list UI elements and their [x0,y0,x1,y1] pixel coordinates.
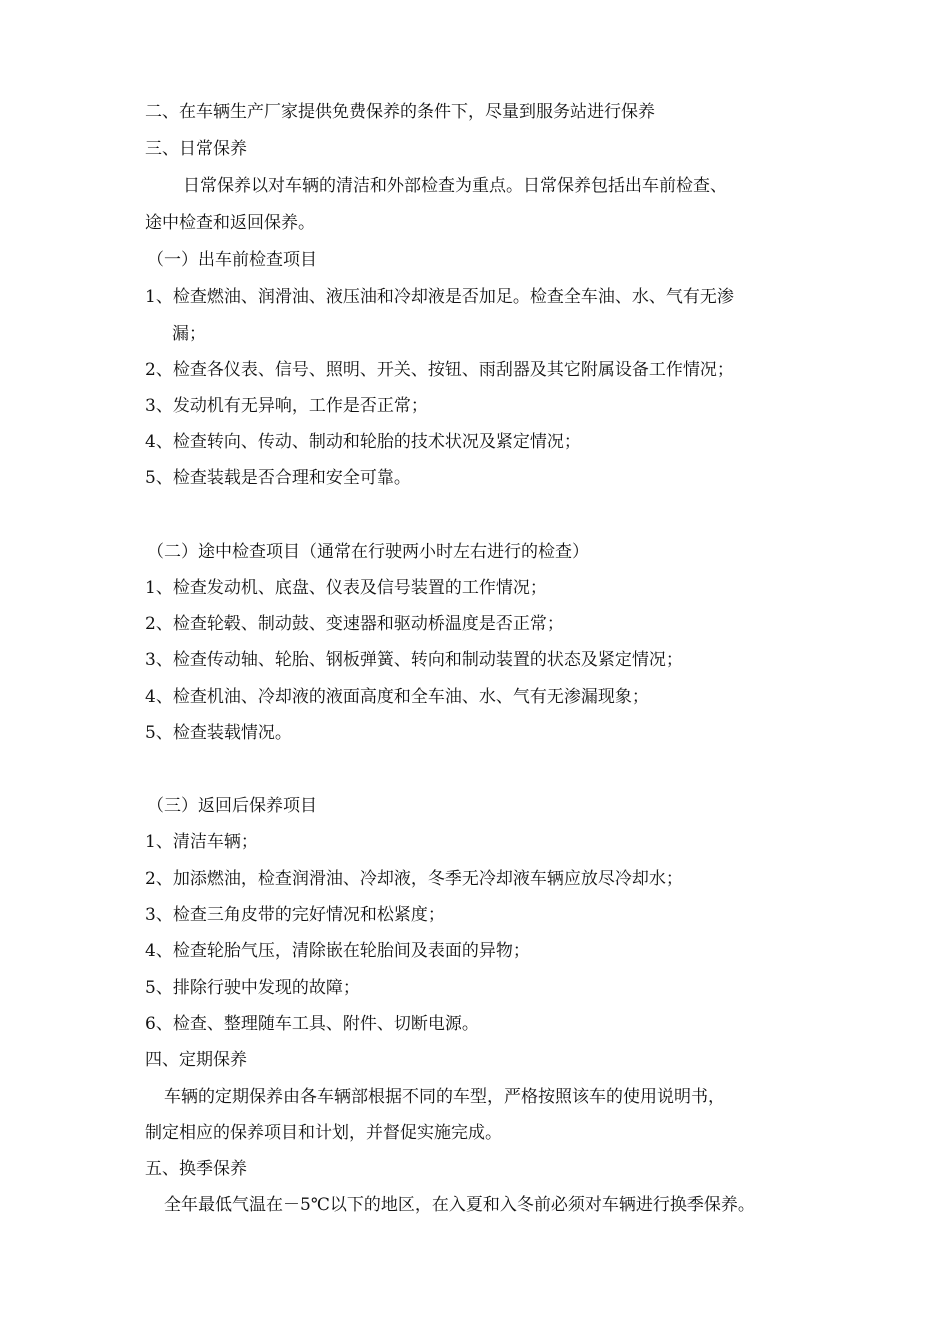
section-5-heading: 五、换季保养 [145,1159,247,1179]
list-item: 5、检查装载情况。 [145,723,292,743]
list-item: 5、排除行驶中发现的故障； [145,978,360,998]
list-item: 4、检查轮胎气压，清除嵌在轮胎间及表面的异物； [145,941,530,961]
section-2-heading: 二、在车辆生产厂家提供免费保养的条件下，尽量到服务站进行保养 [145,102,655,122]
paragraph-line: 日常保养以对车辆的清洁和外部检查为重点。日常保养包括出车前检查、 [183,176,727,196]
list-item: 5、检查装载是否合理和安全可靠。 [145,468,411,488]
list-item-continuation: 漏； [172,324,206,344]
paragraph-line: 全年最低气温在－5℃以下的地区，在入夏和入冬前必须对车辆进行换季保养。 [164,1195,755,1215]
section-4-heading: 四、定期保养 [145,1050,247,1070]
list-item: 4、检查转向、传动、制动和轮胎的技术状况及紧定情况； [145,432,581,452]
paragraph-line: 途中检查和返回保养。 [145,213,315,233]
list-item: 1、清洁车辆； [145,832,258,852]
list-item: 2、检查各仪表、信号、照明、开关、按钮、雨刮器及其它附属设备工作情况； [145,360,734,380]
list-item: 1、检查燃油、润滑油、液压油和冷却液是否加足。检查全车油、水、气有无渗 [145,287,734,307]
list-item: 3、检查传动轴、轮胎、钢板弹簧、转向和制动装置的状态及紧定情况； [145,650,683,670]
list-item: 6、检查、整理随车工具、附件、切断电源。 [145,1014,479,1034]
paragraph-line: 车辆的定期保养由各车辆部根据不同的车型，严格按照该车的使用说明书， [164,1087,725,1107]
list-item: 3、发动机有无异响，工作是否正常； [145,396,428,416]
subsection-1-heading: （一）出车前检查项目 [147,250,317,270]
section-3-heading: 三、日常保养 [145,139,247,159]
list-item: 2、加添燃油，检查润滑油、冷却液，冬季无冷却液车辆应放尽冷却水； [145,869,683,889]
list-item: 2、检查轮毂、制动鼓、变速器和驱动桥温度是否正常； [145,614,564,634]
subsection-3-heading: （三）返回后保养项目 [147,796,317,816]
list-item: 1、检查发动机、底盘、仪表及信号装置的工作情况； [145,578,547,598]
list-item: 4、检查机油、冷却液的液面高度和全车油、水、气有无渗漏现象； [145,687,649,707]
paragraph-line: 制定相应的保养项目和计划，并督促实施完成。 [145,1123,502,1143]
subsection-2-heading: （二）途中检查项目（通常在行驶两小时左右进行的检查） [147,542,589,562]
list-item: 3、检查三角皮带的完好情况和松紧度； [145,905,445,925]
